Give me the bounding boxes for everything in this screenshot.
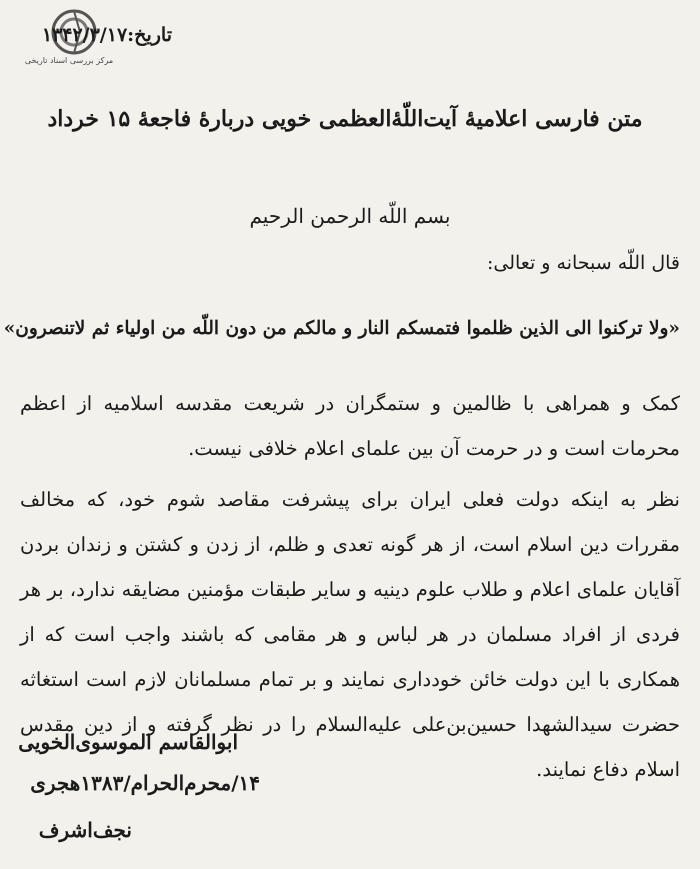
document-title: متن فارسی اعلامیهٔ آیت‌اللّهٔ‌العظمی خویی دربارهٔ فاجعهٔ ۱۵ خرداد xyxy=(47,106,643,132)
paragraph-2: نظر به اینکه دولت فعلی ایران برای پیشرفت مقاصد شوم خود، که مخالف مقررات دین اسلام است، از هر گونه تعدی و ظلم، از زدن و کشتن و زندان بردن آقایان علمای اعلام و طلاب علوم دینیه و سایر طبقات مؤمنین مضایقه ندارد، بر هر فردی از افراد مسلمان در هر لباس و هر مقامی که باشند واجب است که از همکاری با این دولت خائن خودداری نمایند و بر تمام مسلمانان لازم است استغاثه حضرت سیدالشهدا حسین‌بن‌علی علیه‌السلام را در نظر گرفته و از دین مقدس اسلام دفاع نمایند. xyxy=(20,488,680,781)
document-date xyxy=(42,24,172,46)
verse-intro: قال اللّه سبحانه و تعالی: xyxy=(486,252,680,274)
archive-caption: مرکز بررسی اسناد تاریخی xyxy=(24,56,114,65)
signature-place: نجف‌اشرف xyxy=(38,818,132,842)
basmala: بسم اللّه الرحمن الرحیم xyxy=(249,204,451,228)
signatory-name: ابوالقاسم الموسوی‌الخویی xyxy=(18,730,238,754)
paragraph-1: کمک و همراهی با ظالمین و ستمگران در شریعت مقدسه اسلامیه از اعظم محرمات است و در حرمت آن بین علمای اعلام خلافی نیست. xyxy=(20,392,680,460)
date-label: تاریخ: xyxy=(127,24,172,46)
signature-date: ۱۴/محرم‌الحرام/۱۳۸۳هجری xyxy=(30,771,260,795)
date-value: ۱۳۴۲/۳/۱۷ xyxy=(41,24,128,46)
quran-verse: «ولا ترکنوا الی الذین ظلموا فتمسکم النار و مالکم من دون اللّه من اولیاء ثم لاتنصرون» xyxy=(3,318,680,339)
